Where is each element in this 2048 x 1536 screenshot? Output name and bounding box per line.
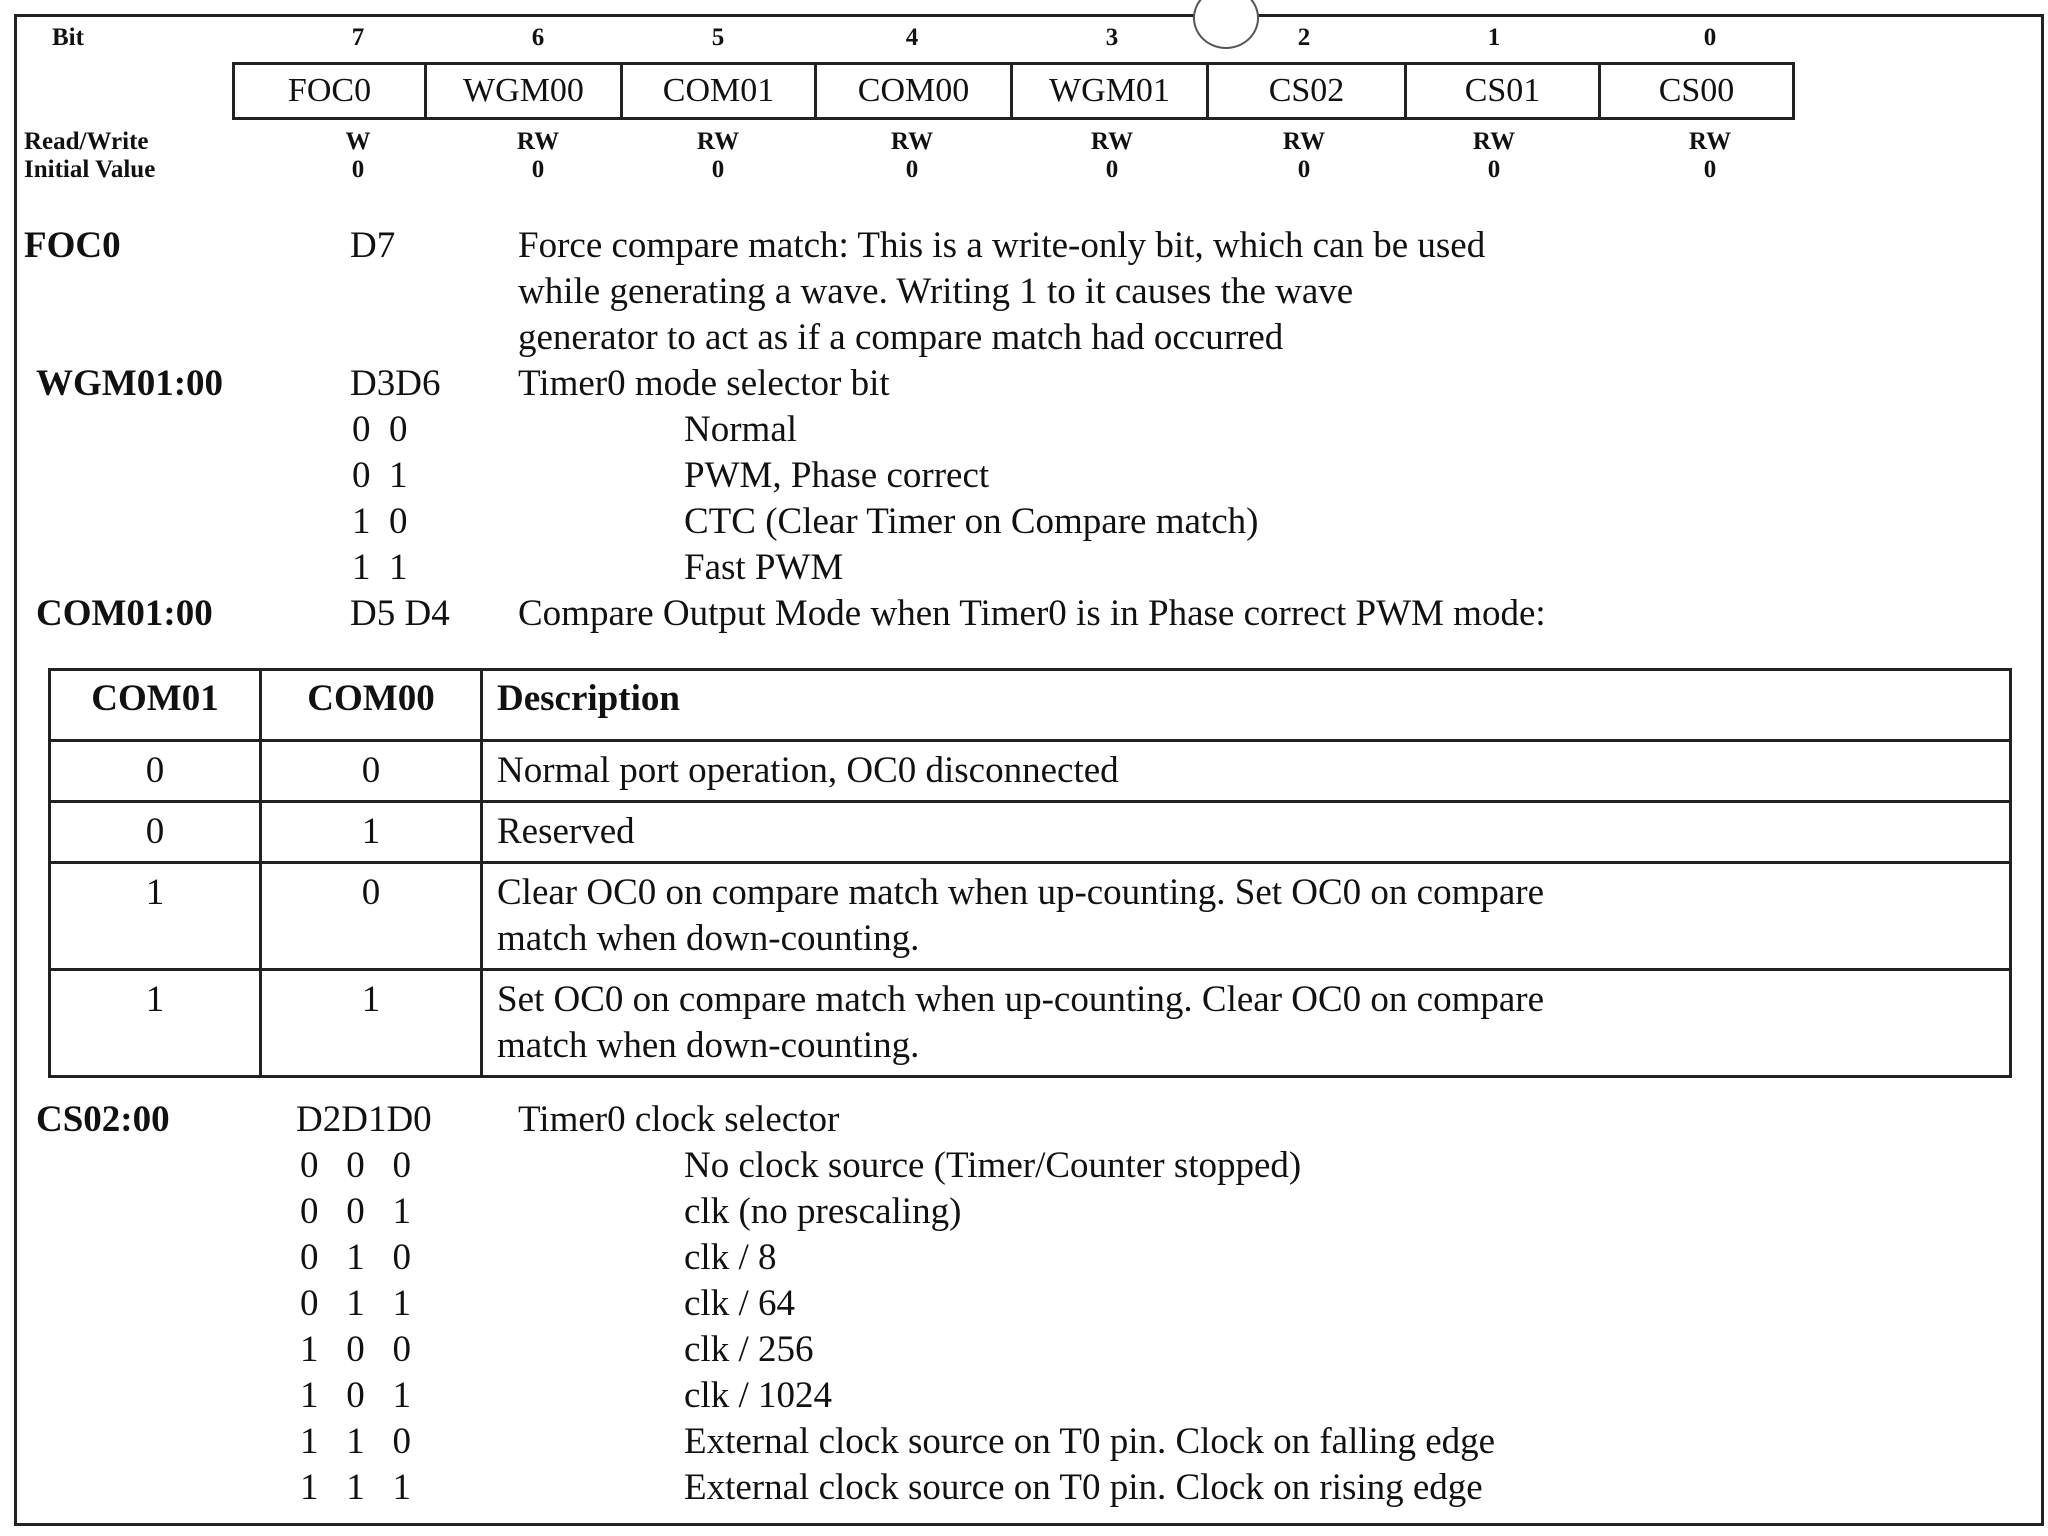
cell-description [482, 802, 2011, 863]
register-bit-name: CS02 [1206, 62, 1407, 120]
initial-value: 0 [1703, 156, 1717, 183]
cs-clock-text: clk / 256 [684, 1329, 814, 1370]
table-header-row [50, 670, 2011, 741]
foc0-label: FOC0 [24, 225, 121, 266]
table-header-com01: COM01 [50, 670, 261, 741]
wgm-code: 1 0 [352, 501, 408, 542]
bit-number: 6 [531, 24, 545, 51]
register-bit-name: WGM01 [1010, 62, 1209, 120]
initial-value: 0 [1487, 156, 1501, 183]
cs-clock-text: clk (no prescaling) [684, 1191, 962, 1232]
cs-code: 1 1 1 [300, 1467, 411, 1508]
cs-code: 0 0 1 [300, 1191, 411, 1232]
bit-number: 2 [1297, 24, 1311, 51]
cell-com01: 0 [50, 802, 261, 863]
cell-description [482, 863, 2011, 970]
cell-com00: 1 [261, 802, 482, 863]
com-label: COM01:00 [36, 593, 213, 634]
wgm-title: Timer0 mode selector bit [518, 363, 890, 404]
register-bit-name: CS01 [1404, 62, 1601, 120]
initial-value: 0 [1105, 156, 1119, 183]
cell-com01: 1 [50, 863, 261, 970]
cell-com01: 1 [50, 970, 261, 1077]
table-row [50, 863, 2011, 970]
table-row [50, 970, 2011, 1077]
description-line: Normal port operation, OC0 disconnected [497, 750, 1119, 791]
table-row [50, 802, 2011, 863]
cs-code: 1 1 0 [300, 1421, 411, 1462]
register-bit-name: CS00 [1598, 62, 1795, 120]
cs-clock-text: clk / 8 [684, 1237, 777, 1278]
register-bit-name: FOC0 [232, 62, 427, 120]
wgm-mode-text: PWM, Phase correct [684, 455, 990, 496]
com-bits: D5 D4 [350, 593, 450, 634]
foc0-desc-line: while generating a wave. Writing 1 to it causes the wave [518, 271, 1354, 312]
cell-com01: 0 [50, 741, 261, 802]
read-write-value: RW [1282, 128, 1326, 155]
cs-code: 1 0 0 [300, 1329, 411, 1370]
foc0-desc-line: Force compare match: This is a write-only bit, which can be used [518, 225, 1486, 266]
cell-com00: 1 [261, 970, 482, 1077]
cs-code: 0 0 0 [300, 1145, 411, 1186]
cs-code: 0 1 1 [300, 1283, 411, 1324]
foc0-desc-line: generator to act as if a compare match had occurred [518, 317, 1284, 358]
register-bit-name: COM00 [814, 62, 1013, 120]
bit-number: 7 [351, 24, 365, 51]
read-write-value: W [345, 128, 371, 155]
cell-com00: 0 [261, 741, 482, 802]
bit-number: 3 [1105, 24, 1119, 51]
bit-number: 4 [905, 24, 919, 51]
wgm-mode-text: CTC (Clear Timer on Compare match) [684, 501, 1259, 542]
read-write-label: Read/Write [24, 128, 149, 155]
read-write-value: RW [696, 128, 740, 155]
bit-number: 0 [1703, 24, 1717, 51]
wgm-code: 1 1 [352, 547, 408, 588]
bit-label: Bit [52, 24, 84, 51]
read-write-value: RW [1472, 128, 1516, 155]
wgm-bits: D3D6 [350, 363, 441, 404]
cs-clock-text: clk / 1024 [684, 1375, 832, 1416]
wgm-mode-text: Fast PWM [684, 547, 844, 588]
foc0-bits: D7 [350, 225, 396, 266]
wgm-code: 0 0 [352, 409, 408, 450]
wgm-mode-text: Normal [684, 409, 798, 450]
table-header-description: Description [482, 670, 2011, 741]
cs-clock-text: clk / 64 [684, 1283, 795, 1324]
cs-code: 0 1 0 [300, 1237, 411, 1278]
description-line: match when down-counting. [497, 1025, 920, 1066]
description-line: Clear OC0 on compare match when up-counting. Set OC0 on compare [497, 872, 1545, 913]
wgm-code: 0 1 [352, 455, 408, 496]
cs-title: Timer0 clock selector [518, 1099, 840, 1140]
bit-number: 5 [711, 24, 725, 51]
read-write-value: RW [516, 128, 560, 155]
read-write-value: RW [1688, 128, 1732, 155]
initial-value: 0 [905, 156, 919, 183]
initial-value: 0 [351, 156, 365, 183]
cs-clock-text: External clock source on T0 pin. Clock on rising edge [684, 1467, 1483, 1508]
cell-com00: 0 [261, 863, 482, 970]
bit-number: 1 [1487, 24, 1501, 51]
compare-output-mode-table [48, 668, 2012, 1078]
cs-clock-text: No clock source (Timer/Counter stopped) [684, 1145, 1302, 1186]
register-bit-name: COM01 [620, 62, 817, 120]
cs-bits: D2D1D0 [296, 1099, 432, 1140]
cs-clock-text: External clock source on T0 pin. Clock on falling edge [684, 1421, 1496, 1462]
initial-value: 0 [531, 156, 545, 183]
cell-description [482, 741, 2011, 802]
com-title: Compare Output Mode when Timer0 is in Phase correct PWM mode: [518, 593, 1546, 634]
read-write-value: RW [890, 128, 934, 155]
initial-value: 0 [1297, 156, 1311, 183]
table-header-com00: COM00 [261, 670, 482, 741]
description-line: Set OC0 on compare match when up-counting. Clear OC0 on compare [497, 979, 1545, 1020]
wgm-label: WGM01:00 [36, 363, 224, 404]
cs-label: CS02:00 [36, 1099, 170, 1140]
read-write-value: RW [1090, 128, 1134, 155]
register-bit-name: WGM00 [424, 62, 623, 120]
description-line: match when down-counting. [497, 918, 920, 959]
cs-code: 1 0 1 [300, 1375, 411, 1416]
punch-hole-mark [1193, 0, 1259, 49]
table-row [50, 741, 2011, 802]
cell-description [482, 970, 2011, 1077]
description-line: Reserved [497, 811, 635, 852]
initial-value: 0 [711, 156, 725, 183]
initial-value-label: Initial Value [24, 156, 156, 183]
